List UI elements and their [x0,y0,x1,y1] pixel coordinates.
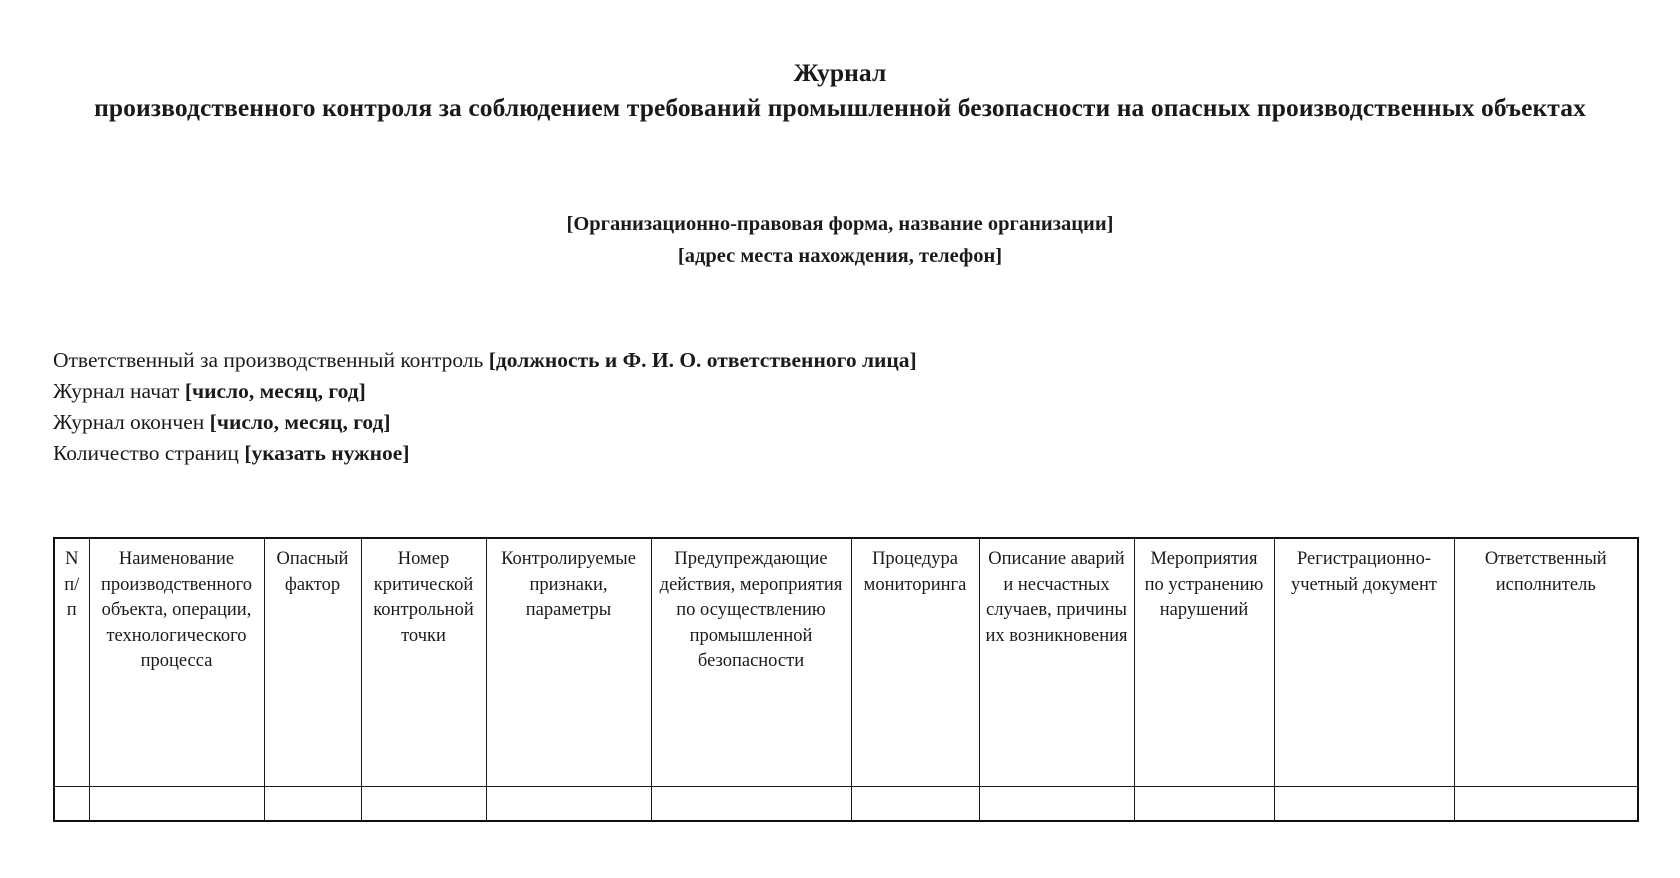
journal-table-header [54,538,1638,786]
organization-block [0,208,1680,272]
cell-object-name[interactable] [89,786,264,821]
cell-monitoring-procedure[interactable] [851,786,979,821]
table-header-row [54,538,1638,786]
column-header-hazard-factor: Опасный фактор [264,538,361,786]
cell-registration-document[interactable] [1274,786,1454,821]
cell-corrective-measures[interactable] [1134,786,1274,821]
cell-number[interactable] [54,786,89,821]
journal-table-wrapper [53,537,1637,822]
page-count-line [53,438,1680,469]
table-row[interactable] [54,786,1638,821]
journal-table [53,537,1639,822]
column-header-preventive-actions: Предупреждающие действия, мероприятия по осуществлению промышленной безопасности [651,538,851,786]
responsible-person-line [53,345,1680,376]
cell-hazard-factor[interactable] [264,786,361,821]
journal-finished-line [53,407,1680,438]
cell-accident-description[interactable] [979,786,1134,821]
responsible-person-label: Ответственный за производственный контроль [53,348,489,372]
page-count-value: [указать нужное] [244,441,410,465]
cell-responsible-executor[interactable] [1454,786,1638,821]
page-subtitle: производственного контроля за соблюдением требований промышленной безопасности на опасных производственных объектах [94,93,1586,122]
cell-controlled-parameters[interactable] [486,786,651,821]
column-header-object-name: Наименование производственного объекта, операции, технологического процесса [89,538,264,786]
column-header-registration-document: Регистрационно-учетный документ [1274,538,1454,786]
column-header-accident-description: Описание аварий и несчастных случаев, причины их возникновения [979,538,1134,786]
journal-started-value: [число, месяц, год] [184,379,366,403]
responsible-person-value: [должность и Ф. И. О. ответственного лица] [488,348,917,372]
column-header-controlled-parameters: Контролируемые признаки, параметры [486,538,651,786]
organization-address-placeholder: [адрес места нахождения, телефон] [677,245,1003,267]
column-header-number: N п/п [54,538,89,786]
cell-control-point-number[interactable] [361,786,486,821]
cell-preventive-actions[interactable] [651,786,851,821]
column-header-corrective-measures: Мероприятия по устранению нарушений [1134,538,1274,786]
journal-table-body [54,786,1638,821]
journal-finished-value: [число, месяц, год] [209,410,391,434]
page-title: Журнал [793,58,887,87]
column-header-responsible-executor: Ответственный исполнитель [1454,538,1638,786]
column-header-monitoring-procedure: Процедура мониторинга [851,538,979,786]
organization-name-placeholder: [Организационно-правовая форма, название организации] [566,213,1114,235]
column-header-control-point-number: Номер критической контрольной точки [361,538,486,786]
journal-started-line [53,376,1680,407]
journal-started-label: Журнал начат [53,379,185,403]
document-title-block [0,0,1680,125]
journal-finished-label: Журнал окончен [53,410,210,434]
page-count-label: Количество страниц [53,441,245,465]
document-meta-block [0,345,1680,469]
